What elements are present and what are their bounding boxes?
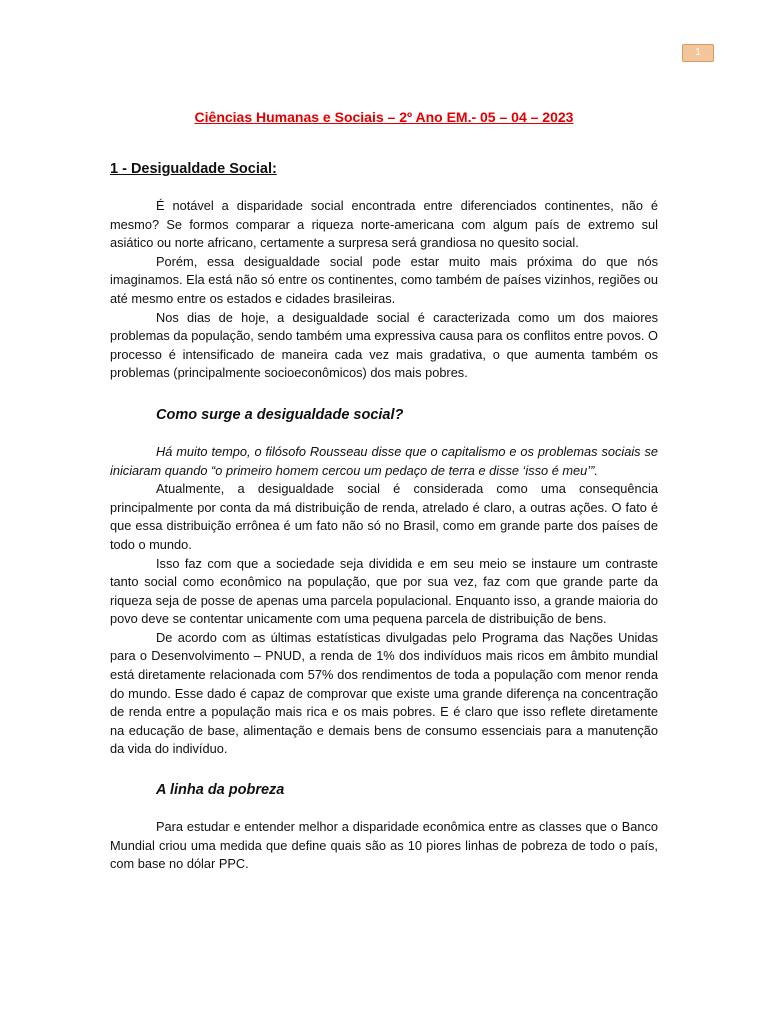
subheading-poverty-line: A linha da pobreza: [156, 782, 285, 799]
origin-section: [110, 443, 658, 759]
paragraph: Nos dias de hoje, a desigualdade social é caracterizada como um dos maiores problemas da população, sendo também uma expressiva causa para os conflitos entre povos. O processo é intensificado de maneira cada vez mais gradativa, o que aumenta também os problemas (principalmente socioeconômicos) dos mais pobres.: [110, 309, 658, 381]
paragraph: Atualmente, a desigualdade social é considerada como uma consequência principalmente por conta da má distribuição de renda, atrelado é claro, a outras ações. O fato é que essa distribuição errônea é um fato não só no Brasil, como em grande parte dos países de todo o mundo.: [110, 481, 658, 552]
paragraph: Para estudar e entender melhor a disparidade econômica entre as classes que o Banco Mundial criou uma medida que define quais são as 10 piores linhas de pobreza de todo o país, com base no dólar PPC.: [110, 819, 658, 872]
section-heading: 1 - Desigualdade Social:: [110, 161, 277, 177]
paragraph: É notável a disparidade social encontrada entre diferenciados continentes, não é mesmo? Se formos comparar a riqueza norte-americana com algum país de extremo sul asiático ou norte africano, certamente a surpresa será grandiosa no quesito social.: [110, 198, 658, 251]
intro-section: [110, 197, 658, 383]
paragraph: Isso faz com que a sociedade seja dividida e em seu meio se instaure um contraste tanto social como econômico na população, que por sua vez, faz com que grande parte da riqueza seja de posse de apenas uma parcela populacional. Enquanto isso, a grande maioria do povo deve se contentar unicamente com uma pequena parcela de distribuição de bens.: [110, 555, 658, 627]
document-body: [110, 108, 658, 874]
quote-paragraph: Há muito tempo, o filósofo Rousseau disse que o capitalismo e os problemas sociais se iniciaram quando “o primeiro homem cercou um pedaço de terra e disse ‘isso é meu’”.: [110, 443, 658, 478]
document-title: Ciências Humanas e Sociais – 2º Ano EM.- 05 – 04 – 2023: [194, 109, 574, 125]
subheading-origin: Como surge a desigualdade social?: [156, 406, 404, 423]
poverty-section: [110, 818, 658, 874]
paragraph: De acordo com as últimas estatísticas divulgadas pelo Programa das Nações Unidas para o Desenvolvimento – PNUD, a renda de 1% dos indivíduos mais ricos em âmbito mundial está diretamente relacionada com 57% dos rendimentos de toda a população com menor renda do mundo. Esse dado é capaz de comprovar que existe uma grande diferença na concentração de renda entre a população mais rica e os mais pobres. E é claro que isso reflete diretamente na educação de base, alimentação e demais bens de consumo essenciais para a manutenção da vida do indivíduo.: [110, 629, 658, 757]
page-number-badge: 1: [682, 44, 714, 62]
paragraph: Porém, essa desigualdade social pode estar muito mais próxima do que nós imaginamos. Ela está não só entre os continentes, como também de países vizinhos, regiões ou até mesmo entre os estados e cidades brasileiras.: [110, 253, 658, 306]
